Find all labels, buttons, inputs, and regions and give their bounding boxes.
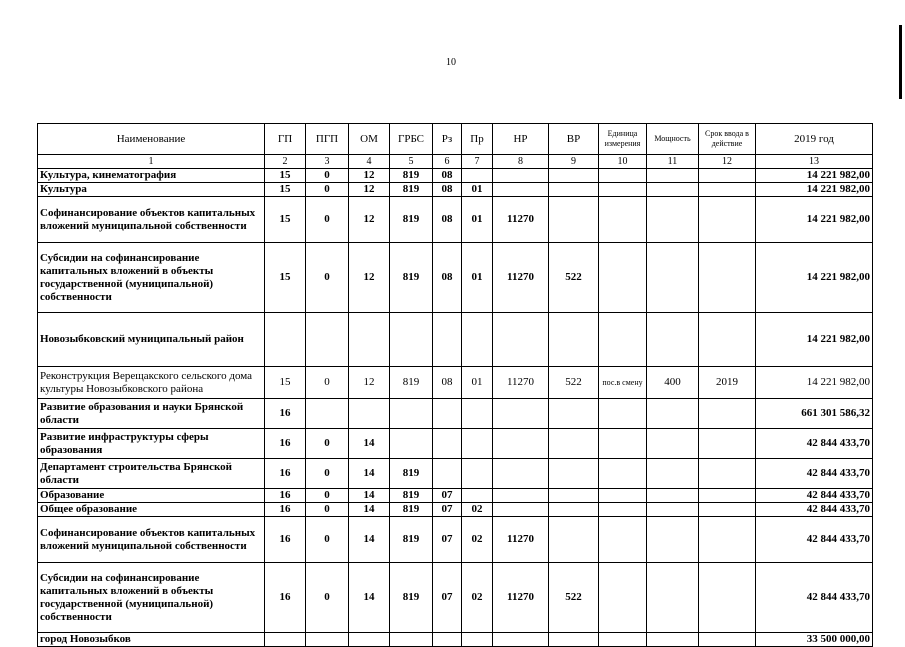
code-cell: 15 (265, 169, 306, 183)
code-cell: 08 (433, 197, 462, 243)
amount-cell: 42 844 433,70 (756, 459, 873, 489)
code-cell: 16 (265, 517, 306, 563)
code-cell (549, 197, 599, 243)
code-cell (647, 563, 699, 633)
table-row (38, 489, 873, 503)
header-cell: ВР (549, 124, 599, 155)
row-name-cell: Культура (38, 183, 265, 197)
code-cell (462, 399, 493, 429)
code-cell: 16 (265, 429, 306, 459)
code-cell: 15 (265, 243, 306, 313)
code-cell: 12 (349, 197, 390, 243)
code-cell (493, 169, 549, 183)
header-cell: ГП (265, 124, 306, 155)
code-cell (462, 429, 493, 459)
code-cell (493, 399, 549, 429)
unit-cell (599, 169, 647, 183)
amount-cell: 42 844 433,70 (756, 563, 873, 633)
row-name-cell: Общее образование (38, 503, 265, 517)
code-cell: 14 (349, 503, 390, 517)
code-cell: 819 (390, 169, 433, 183)
code-cell (699, 429, 756, 459)
code-cell (349, 399, 390, 429)
code-cell: 14 (349, 517, 390, 563)
code-cell: 0 (306, 169, 349, 183)
code-cell: 11270 (493, 517, 549, 563)
table-row (38, 169, 873, 183)
code-cell (647, 429, 699, 459)
unit-cell (599, 399, 647, 429)
code-cell: 522 (549, 563, 599, 633)
amount-cell: 14 221 982,00 (756, 183, 873, 197)
code-cell: 12 (349, 169, 390, 183)
table-row (38, 399, 873, 429)
amount-cell: 42 844 433,70 (756, 429, 873, 459)
unit-cell (599, 197, 647, 243)
column-number-cell: 5 (390, 155, 433, 169)
code-cell: 819 (390, 489, 433, 503)
code-cell (549, 459, 599, 489)
code-cell (390, 399, 433, 429)
code-cell (699, 563, 756, 633)
code-cell: 07 (433, 503, 462, 517)
code-cell: 819 (390, 197, 433, 243)
code-cell (433, 429, 462, 459)
code-cell (433, 313, 462, 367)
scan-edge-mark (899, 25, 902, 99)
column-number-cell: 11 (647, 155, 699, 169)
code-cell: 819 (390, 503, 433, 517)
code-cell (462, 313, 493, 367)
code-cell (647, 169, 699, 183)
table-row (38, 197, 873, 243)
unit-cell (599, 563, 647, 633)
row-name-cell: Субсидии на софинансирование капитальных вложений в объекты государственной (муниципальной) собственности (38, 563, 265, 633)
code-cell: 0 (306, 563, 349, 633)
code-cell (433, 459, 462, 489)
code-cell: 16 (265, 563, 306, 633)
code-cell (647, 459, 699, 489)
code-cell (549, 503, 599, 517)
code-cell: 0 (306, 367, 349, 399)
code-cell (390, 429, 433, 459)
code-cell: 12 (349, 183, 390, 197)
code-cell (647, 243, 699, 313)
unit-cell (599, 459, 647, 489)
table-row (38, 183, 873, 197)
header-cell: Наименование (38, 124, 265, 155)
code-cell: 02 (462, 503, 493, 517)
code-cell (699, 183, 756, 197)
code-cell: 08 (433, 169, 462, 183)
code-cell: 0 (306, 197, 349, 243)
code-cell (699, 399, 756, 429)
row-name-cell: Софинансирование объектов капитальных вложений муниципальной собственности (38, 517, 265, 563)
table-row (38, 459, 873, 489)
code-cell: 02 (462, 563, 493, 633)
column-number-cell: 7 (462, 155, 493, 169)
row-name-cell: Софинансирование объектов капитальных вложений муниципальной собственности (38, 197, 265, 243)
table-row (38, 367, 873, 399)
code-cell: 01 (462, 367, 493, 399)
code-cell: 14 (349, 489, 390, 503)
column-number-row (38, 155, 873, 169)
code-cell (699, 197, 756, 243)
table-body (38, 169, 873, 647)
table-row (38, 517, 873, 563)
code-cell: 819 (390, 517, 433, 563)
row-name-cell: Образование (38, 489, 265, 503)
row-name-cell: Департамент строительства Брянской области (38, 459, 265, 489)
code-cell: 2019 (699, 367, 756, 399)
row-name-cell: Культура, кинематография (38, 169, 265, 183)
code-cell (699, 169, 756, 183)
amount-cell: 14 221 982,00 (756, 169, 873, 183)
code-cell: 819 (390, 459, 433, 489)
row-name-cell: Развитие инфраструктуры сферы образования (38, 429, 265, 459)
code-cell: 01 (462, 243, 493, 313)
amount-cell: 14 221 982,00 (756, 367, 873, 399)
code-cell: 15 (265, 197, 306, 243)
code-cell (549, 489, 599, 503)
code-cell: 11270 (493, 563, 549, 633)
row-name-cell: город Новозыбков (38, 633, 265, 647)
code-cell: 14 (349, 563, 390, 633)
code-cell: 11270 (493, 367, 549, 399)
code-cell: 11270 (493, 243, 549, 313)
code-cell (699, 489, 756, 503)
code-cell (647, 197, 699, 243)
code-cell (699, 503, 756, 517)
code-cell: 07 (433, 563, 462, 633)
code-cell: 07 (433, 517, 462, 563)
header-cell: 2019 год (756, 124, 873, 155)
page-number: 10 (446, 57, 456, 68)
code-cell (493, 183, 549, 197)
code-cell: 15 (265, 367, 306, 399)
code-cell: 16 (265, 459, 306, 489)
code-cell (699, 459, 756, 489)
table-row (38, 429, 873, 459)
column-number-cell: 8 (493, 155, 549, 169)
column-number-cell: 12 (699, 155, 756, 169)
code-cell: 522 (549, 367, 599, 399)
column-number-cell: 1 (38, 155, 265, 169)
header-cell: Срок ввода в действие (699, 124, 756, 155)
header-cell: Мощность (647, 124, 699, 155)
code-cell: 0 (306, 517, 349, 563)
table-row (38, 243, 873, 313)
code-cell (549, 169, 599, 183)
table-row (38, 563, 873, 633)
code-cell (433, 399, 462, 429)
code-cell (462, 459, 493, 489)
code-cell: 16 (265, 489, 306, 503)
column-number-cell: 6 (433, 155, 462, 169)
amount-cell: 42 844 433,70 (756, 489, 873, 503)
table-row (38, 503, 873, 517)
code-cell (390, 313, 433, 367)
amount-cell: 42 844 433,70 (756, 503, 873, 517)
header-cell: Пр (462, 124, 493, 155)
code-cell: 02 (462, 517, 493, 563)
code-cell (647, 503, 699, 517)
unit-cell (599, 183, 647, 197)
column-number-cell: 10 (599, 155, 647, 169)
code-cell (647, 489, 699, 503)
column-number-cell: 4 (349, 155, 390, 169)
code-cell: 14 (349, 459, 390, 489)
header-cell: ПГП (306, 124, 349, 155)
row-name-cell: Субсидии на софинансирование капитальных вложений в объекты государственной (муниципальной) собственности (38, 243, 265, 313)
code-cell: 0 (306, 429, 349, 459)
code-cell: 819 (390, 563, 433, 633)
column-number-cell: 13 (756, 155, 873, 169)
code-cell: 08 (433, 183, 462, 197)
amount-cell: 14 221 982,00 (756, 243, 873, 313)
code-cell: 12 (349, 243, 390, 313)
code-cell: 819 (390, 243, 433, 313)
code-cell: 0 (306, 243, 349, 313)
code-cell: 15 (265, 183, 306, 197)
amount-cell: 33 500 000,00 (756, 633, 873, 647)
code-cell: 08 (433, 367, 462, 399)
unit-cell (599, 503, 647, 517)
code-cell: 14 (349, 429, 390, 459)
code-cell (265, 313, 306, 367)
column-number-cell: 9 (549, 155, 599, 169)
header-cell: Единица измерения (599, 124, 647, 155)
header-cell: Рз (433, 124, 462, 155)
code-cell (647, 313, 699, 367)
row-name-cell: Реконструкция Верещакского сельского дома культуры Новозыбковского района (38, 367, 265, 399)
code-cell (549, 399, 599, 429)
code-cell (306, 399, 349, 429)
code-cell: 12 (349, 367, 390, 399)
code-cell: 01 (462, 197, 493, 243)
code-cell (306, 313, 349, 367)
unit-cell (599, 313, 647, 367)
code-cell (493, 459, 549, 489)
code-cell: 01 (462, 183, 493, 197)
header-cell: НР (493, 124, 549, 155)
table-row (38, 313, 873, 367)
code-cell: 16 (265, 503, 306, 517)
code-cell: 11270 (493, 197, 549, 243)
header-row (38, 124, 873, 155)
code-cell (647, 183, 699, 197)
code-cell (549, 517, 599, 563)
amount-cell: 42 844 433,70 (756, 517, 873, 563)
code-cell: 0 (306, 183, 349, 197)
code-cell (699, 517, 756, 563)
amount-cell: 661 301 586,32 (756, 399, 873, 429)
unit-cell (599, 429, 647, 459)
budget-table (37, 123, 873, 647)
code-cell: 07 (433, 489, 462, 503)
unit-cell (599, 517, 647, 563)
column-number-cell: 2 (265, 155, 306, 169)
row-name-cell: Новозыбковский муниципальный район (38, 313, 265, 367)
code-cell (493, 503, 549, 517)
code-cell (647, 517, 699, 563)
amount-cell: 14 221 982,00 (756, 197, 873, 243)
code-cell (493, 429, 549, 459)
header-cell: ОМ (349, 124, 390, 155)
code-cell: 0 (306, 503, 349, 517)
unit-cell (599, 243, 647, 313)
code-cell: 16 (265, 399, 306, 429)
unit-cell (599, 489, 647, 503)
code-cell: 0 (306, 489, 349, 503)
code-cell: 819 (390, 183, 433, 197)
code-cell (549, 313, 599, 367)
amount-cell: 14 221 982,00 (756, 313, 873, 367)
code-cell: 522 (549, 243, 599, 313)
row-name-cell: Развитие образования и науки Брянской области (38, 399, 265, 429)
code-cell (549, 429, 599, 459)
code-cell (462, 489, 493, 503)
code-cell (699, 243, 756, 313)
header-cell: ГРБС (390, 124, 433, 155)
code-cell (647, 399, 699, 429)
unit-cell: пос.в смену (599, 367, 647, 399)
code-cell: 0 (306, 459, 349, 489)
code-cell: 400 (647, 367, 699, 399)
code-cell (699, 313, 756, 367)
column-number-cell: 3 (306, 155, 349, 169)
code-cell (462, 169, 493, 183)
code-cell (493, 313, 549, 367)
code-cell: 819 (390, 367, 433, 399)
code-cell (349, 313, 390, 367)
code-cell (493, 489, 549, 503)
code-cell (549, 183, 599, 197)
code-cell: 08 (433, 243, 462, 313)
